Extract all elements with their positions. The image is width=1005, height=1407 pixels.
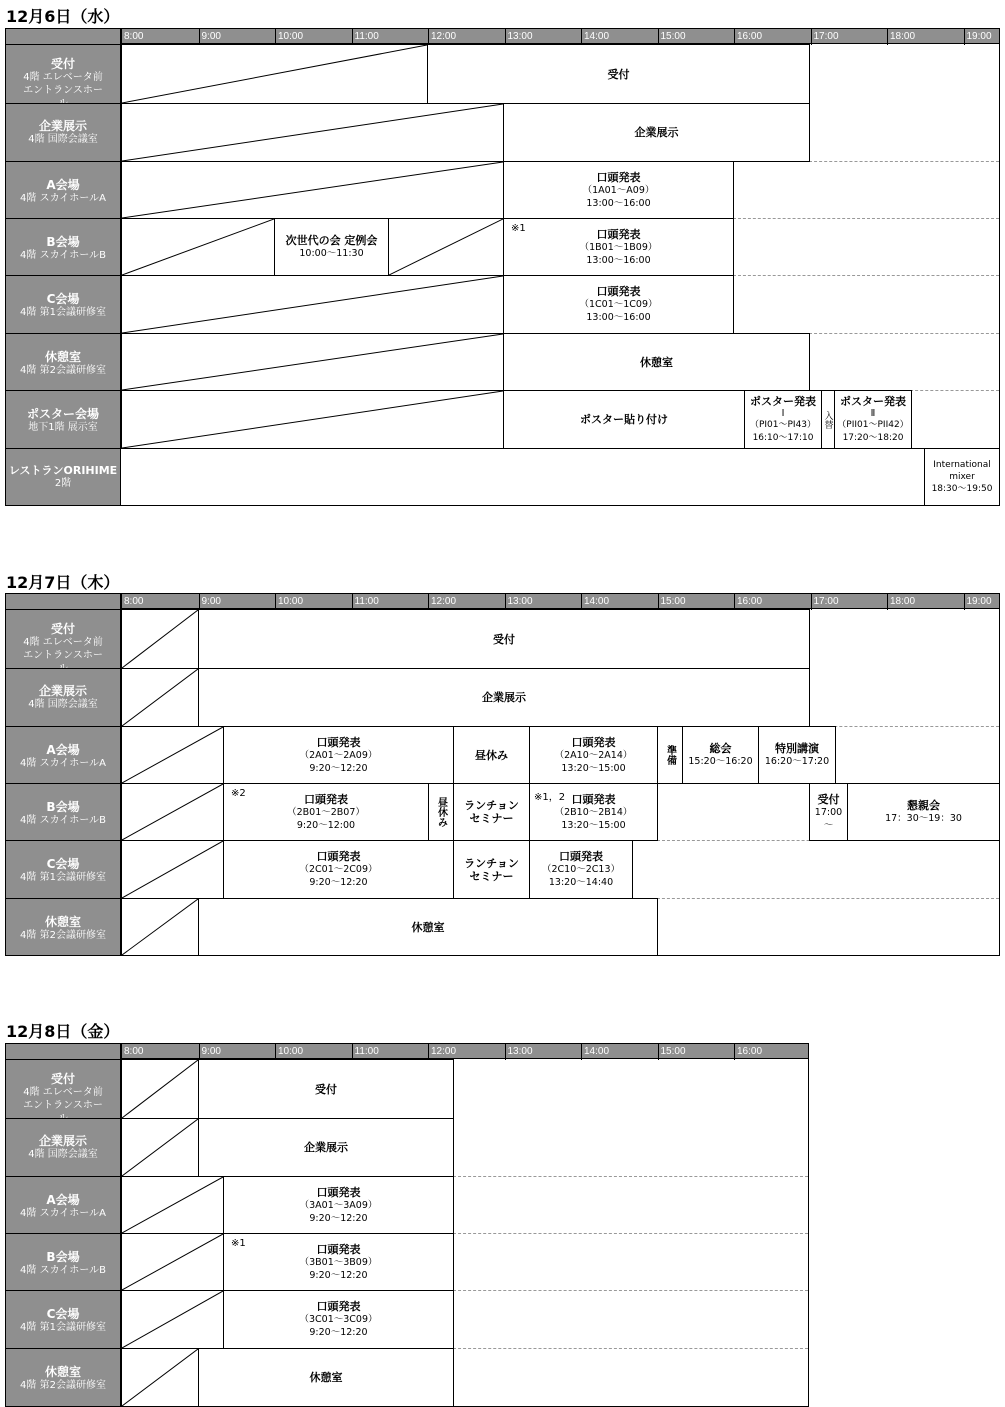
room-label-exhibit: 企業展示 4階 国際会議室 bbox=[5, 103, 121, 162]
event-lunch-a[interactable]: 昼休み bbox=[453, 726, 530, 784]
day1-schedule bbox=[5, 28, 1000, 506]
room-label-b: B会場 4階 スカイホールB bbox=[5, 1233, 121, 1291]
event-oral-c-1[interactable]: 口頭発表 （2C01～2C09） 9:20～12:20 bbox=[223, 840, 454, 899]
row-divider bbox=[733, 275, 999, 276]
row-divider bbox=[453, 1176, 808, 1177]
note-mark: ※1 bbox=[231, 1238, 246, 1249]
time-tick: 12:00 bbox=[428, 1044, 505, 1060]
closed-slot bbox=[121, 609, 199, 669]
note-mark: ※1 bbox=[511, 223, 526, 234]
time-tick: 11:00 bbox=[352, 29, 429, 45]
time-tick: 8:00 bbox=[124, 31, 144, 42]
event-rest[interactable]: 休憩室 bbox=[503, 333, 810, 391]
closed-slot bbox=[121, 840, 224, 899]
room-label-reception: 受付 4階 エレベータ前 エントランスホー bbox=[5, 1059, 121, 1119]
day3-title: 12月8日（金） bbox=[6, 1022, 120, 1041]
day3-schedule bbox=[5, 1043, 809, 1407]
closed-slot bbox=[121, 783, 224, 841]
closed-slot bbox=[121, 275, 504, 334]
event-poster-1[interactable]: ポスター発表 Ⅰ （PI01～PI43） 16:10～17:10 bbox=[744, 390, 822, 449]
closed-slot bbox=[121, 1118, 199, 1177]
day2-schedule bbox=[5, 593, 1000, 956]
event-luncheon-seminar-c[interactable]: ランチョン セミナー bbox=[453, 840, 530, 899]
time-tick: 11:00 bbox=[352, 594, 429, 610]
event-banquet[interactable]: 懇親会 17：30～19：30 bbox=[847, 783, 1000, 841]
row-divider bbox=[453, 1348, 808, 1349]
room-label-a: A会場 4階 スカイホールA bbox=[5, 1176, 121, 1234]
time-tick: 16:00 bbox=[734, 1044, 811, 1060]
event-special-lecture[interactable]: 特別講演 16:20～17:20 bbox=[758, 726, 836, 784]
time-tick: 10:00 bbox=[275, 594, 352, 610]
row-divider bbox=[733, 218, 999, 219]
note-mark: ※2 bbox=[231, 788, 246, 799]
time-tick: 15:00 bbox=[658, 29, 735, 45]
time-tick: 17:00 bbox=[811, 594, 888, 610]
time-tick: 11:00 bbox=[352, 1044, 429, 1060]
room-label-rest: 休憩室 4階 第2会議研修室 bbox=[5, 898, 121, 956]
event-exhibit[interactable]: 企業展示 bbox=[503, 103, 810, 162]
room-label-poster: ポスター会場 地下1階 展示室 bbox=[5, 390, 121, 449]
event-exhibit[interactable]: 企業展示 bbox=[198, 668, 810, 727]
time-tick: 8:00 bbox=[124, 596, 144, 607]
event-luncheon-seminar-b[interactable]: ランチョン セミナー bbox=[453, 783, 530, 841]
time-tick: 14:00 bbox=[581, 1044, 658, 1060]
room-label-restaurant: レストランORIHIME 2階 bbox=[5, 448, 121, 506]
closed-slot bbox=[121, 1348, 199, 1407]
closed-slot bbox=[121, 1290, 224, 1349]
event-oral-c[interactable]: 口頭発表 （1C01～1C09） 13:00～16:00 bbox=[503, 275, 734, 334]
event-poster-2[interactable]: ポスター発表 Ⅱ （PII01～PII42） 17:20～18:20 bbox=[834, 390, 912, 449]
time-tick: 10:00 bbox=[275, 1044, 352, 1060]
room-label-reception: 受付 4階 エレベータ前 エントランスホー bbox=[5, 44, 121, 104]
event-swap[interactable]: 入替 bbox=[821, 390, 835, 449]
row-divider bbox=[632, 898, 999, 899]
event-reception[interactable]: 受付 bbox=[198, 609, 810, 669]
closed-slot bbox=[121, 161, 504, 219]
event-oral-c[interactable]: 口頭発表 （3C01～3C09） 9:20～12:20 bbox=[223, 1290, 454, 1349]
time-tick: 17:00 bbox=[811, 29, 888, 45]
closed-slot bbox=[121, 218, 275, 276]
closed-slot bbox=[121, 44, 428, 104]
time-header bbox=[121, 593, 1000, 609]
closed-slot bbox=[121, 1176, 224, 1234]
room-label-reception: 受付 4階 エレベータ前 エントランスホー bbox=[5, 609, 121, 669]
event-oral-a[interactable]: 口頭発表 （1A01～A09） 13:00～16:00 bbox=[503, 161, 734, 219]
row-divider bbox=[453, 1290, 808, 1291]
room-label-a: A会場 4階 スカイホールA bbox=[5, 161, 121, 219]
room-label-a: A会場 4階 スカイホールA bbox=[5, 726, 121, 784]
room-label-exhibit: 企業展示 4階 国際会議室 bbox=[5, 1118, 121, 1177]
event-reception[interactable]: 受付 bbox=[427, 44, 810, 104]
closed-slot bbox=[121, 333, 504, 391]
event-oral-b[interactable]: 口頭発表 （3B01～3B09） 9:20～12:20 bbox=[223, 1233, 454, 1291]
time-tick: 9:00 bbox=[199, 594, 276, 610]
room-label-exhibit: 企業展示 4階 国際会議室 bbox=[5, 668, 121, 727]
note-mark: ※1，2 bbox=[534, 792, 566, 803]
event-exhibit[interactable]: 企業展示 bbox=[198, 1118, 454, 1177]
time-tick: 9:00 bbox=[199, 1044, 276, 1060]
row-divider bbox=[809, 726, 999, 727]
event-rest[interactable]: 休憩室 bbox=[198, 898, 658, 956]
row-divider bbox=[809, 333, 999, 334]
event-oral-a-1[interactable]: 口頭発表 （2A01～2A09） 9:20～12:20 bbox=[223, 726, 454, 784]
time-tick: 14:00 bbox=[581, 29, 658, 45]
room-label-b: B会場 4階 スカイホールB bbox=[5, 783, 121, 841]
event-poster-setup[interactable]: ポスター貼り付け bbox=[503, 390, 745, 449]
event-oral-b[interactable]: 口頭発表 （1B01～1B09） 13:00～16:00 bbox=[503, 218, 734, 276]
time-tick: 12:00 bbox=[428, 29, 505, 45]
day2-title: 12月7日（木） bbox=[6, 573, 120, 592]
day1-title: 12月6日（水） bbox=[6, 7, 120, 26]
closed-slot bbox=[388, 218, 504, 276]
time-tick: 12:00 bbox=[428, 594, 505, 610]
event-oral-a-2[interactable]: 口頭発表 （2A10～2A14） 13:20～15:00 bbox=[529, 726, 658, 784]
time-tick: 18:00 bbox=[887, 29, 964, 45]
time-tick: 8:00 bbox=[124, 1046, 144, 1057]
time-tick: 13:00 bbox=[505, 594, 582, 610]
room-label-c: C会場 4階 第1会議研修室 bbox=[5, 840, 121, 899]
time-tick: 19:00 bbox=[964, 29, 1005, 45]
time-tick: 10:00 bbox=[275, 29, 352, 45]
time-tick: 9:00 bbox=[199, 29, 276, 45]
closed-slot bbox=[121, 1233, 224, 1291]
closed-slot bbox=[121, 668, 199, 727]
row-divider bbox=[453, 1233, 808, 1234]
event-next-gen-meeting[interactable]: 次世代の会 定例会 10:00～11:30 bbox=[274, 218, 389, 276]
event-prep[interactable]: 準備 bbox=[657, 726, 683, 784]
event-lunch-b[interactable]: 昼休み bbox=[428, 783, 454, 841]
event-reception[interactable]: 受付 bbox=[198, 1059, 454, 1119]
event-international-mixer[interactable]: International mixer 18:30～19:50 bbox=[924, 448, 1000, 506]
closed-slot bbox=[121, 726, 224, 784]
header-label-cell bbox=[5, 1043, 121, 1060]
event-reception-party[interactable]: 受付 17:00 ～ bbox=[809, 783, 848, 841]
event-rest[interactable]: 休憩室 bbox=[198, 1348, 454, 1407]
closed-slot bbox=[121, 1059, 199, 1119]
event-oral-b-1[interactable]: 口頭発表 （2B01～2B07） 9:20～12:00 bbox=[223, 783, 429, 841]
room-label-rest: 休憩室 4階 第2会議研修室 bbox=[5, 1348, 121, 1407]
room-label-c: C会場 4階 第1会議研修室 bbox=[5, 275, 121, 334]
time-tick: 15:00 bbox=[658, 1044, 735, 1060]
time-tick: 13:00 bbox=[505, 1044, 582, 1060]
time-tick: 19:00 bbox=[964, 594, 1005, 610]
event-general-meeting[interactable]: 総会 15:20～16:20 bbox=[682, 726, 759, 784]
time-header bbox=[121, 1043, 809, 1059]
closed-slot bbox=[121, 103, 504, 162]
room-label-b: B会場 4階 スカイホールB bbox=[5, 218, 121, 276]
room-label-rest: 休憩室 4階 第2会議研修室 bbox=[5, 333, 121, 391]
time-tick: 14:00 bbox=[581, 594, 658, 610]
time-tick: 15:00 bbox=[658, 594, 735, 610]
time-tick: 16:00 bbox=[734, 29, 811, 45]
event-oral-b-2[interactable]: 口頭発表 （2B10～2B14） 13:20～15:00 bbox=[529, 783, 658, 841]
header-label-cell bbox=[5, 593, 121, 610]
time-tick: 18:00 bbox=[887, 594, 964, 610]
event-oral-c-2[interactable]: 口頭発表 （2C10～2C13） 13:20～14:40 bbox=[529, 840, 633, 899]
time-tick: 16:00 bbox=[734, 594, 811, 610]
row-divider bbox=[809, 161, 999, 162]
closed-slot bbox=[121, 898, 199, 956]
time-tick: 13:00 bbox=[505, 29, 582, 45]
room-label-c: C会場 4階 第1会議研修室 bbox=[5, 1290, 121, 1349]
event-oral-a[interactable]: 口頭発表 （3A01～3A09） 9:20～12:20 bbox=[223, 1176, 454, 1234]
header-label-cell bbox=[5, 28, 121, 45]
time-header bbox=[121, 28, 1000, 44]
closed-slot bbox=[121, 390, 504, 449]
